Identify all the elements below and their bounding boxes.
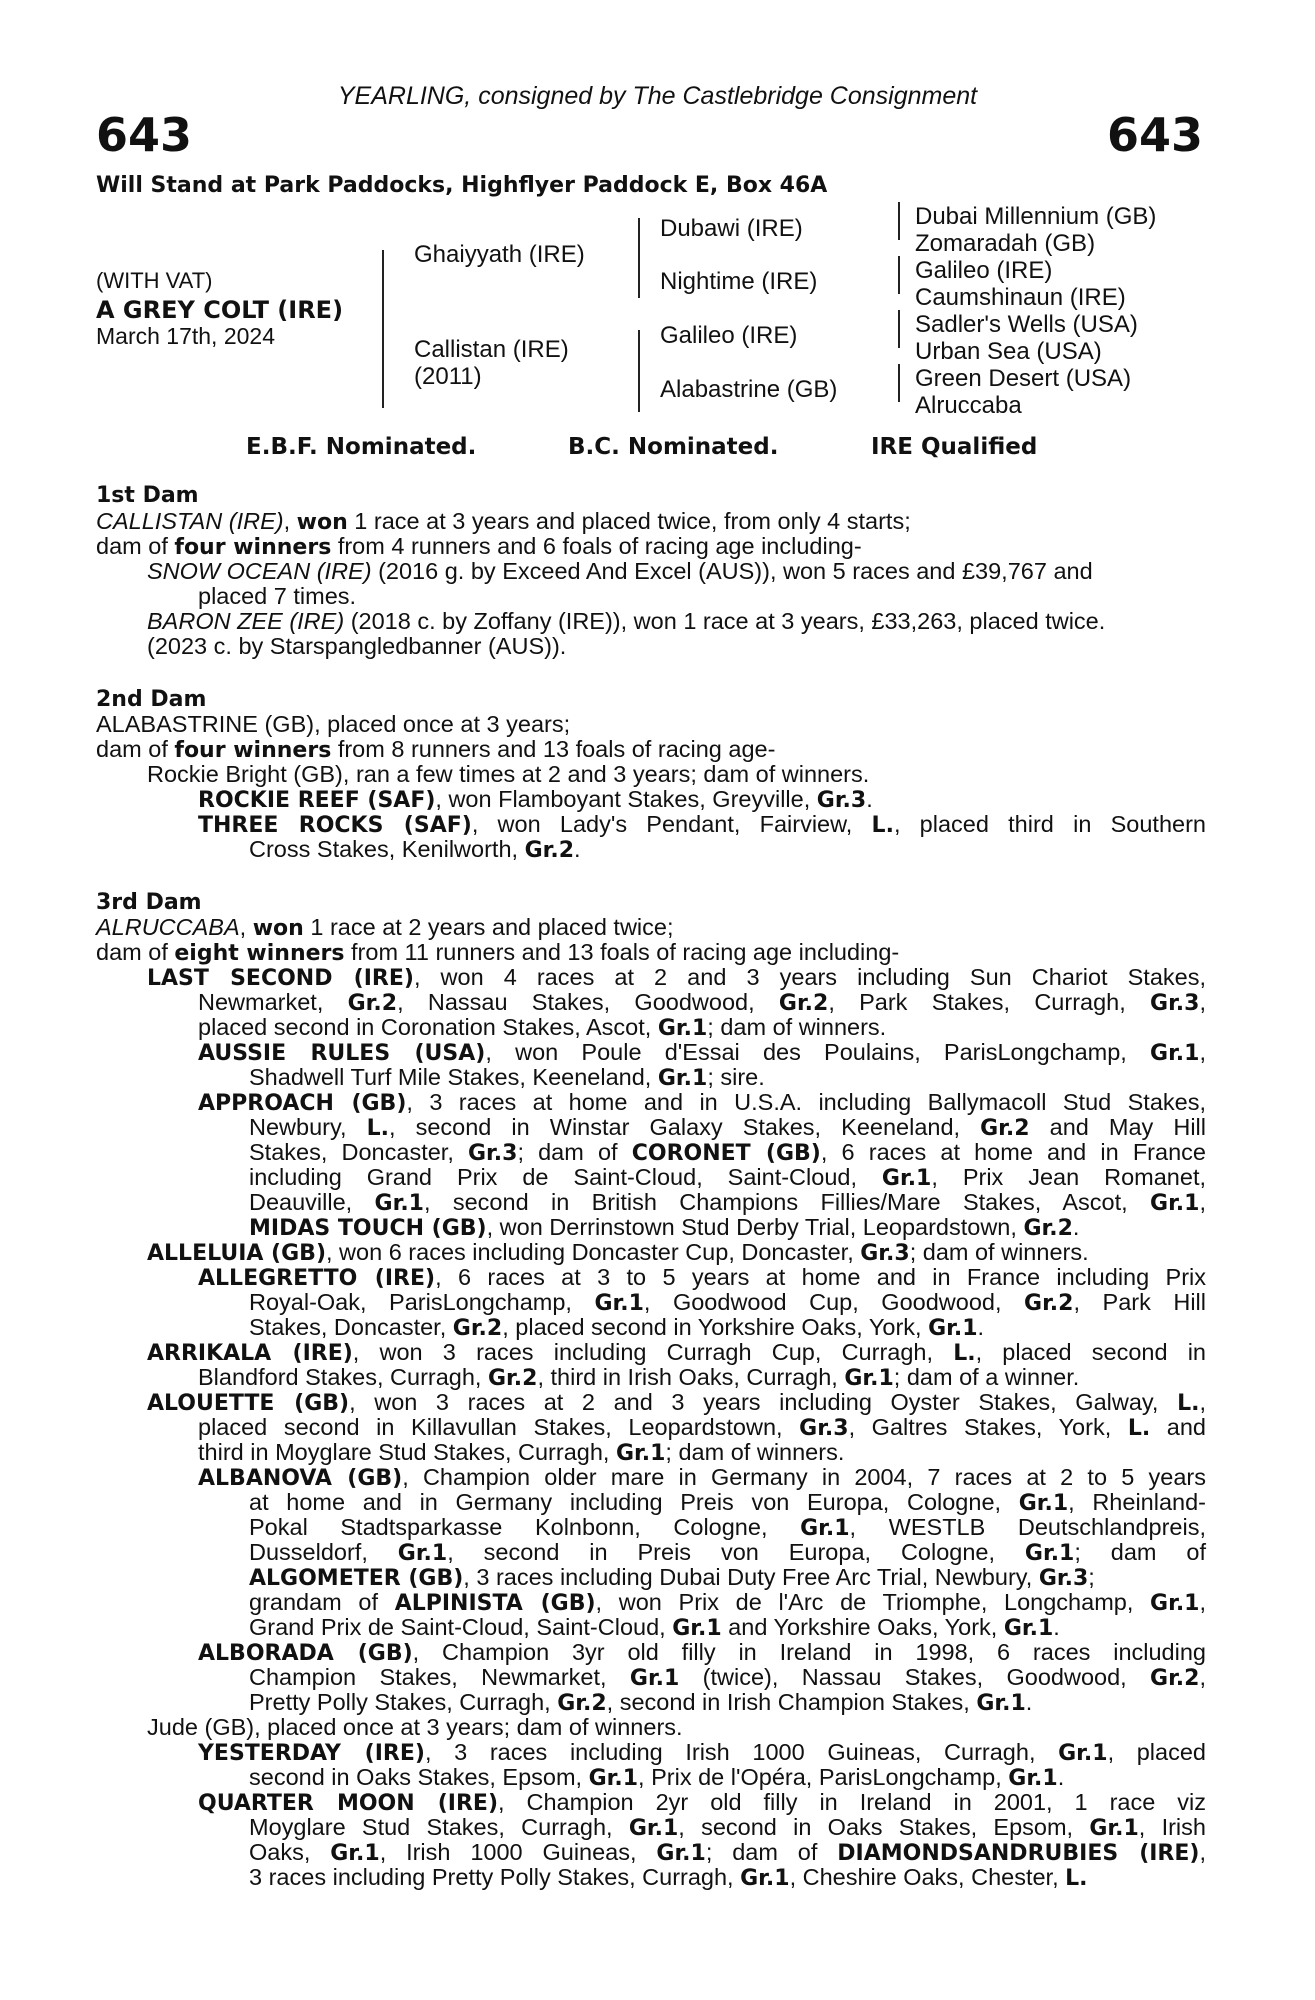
pedigree-bracket-g4 <box>898 364 900 402</box>
progeny-line: Oaks, Gr.1, Irish 1000 Guineas, Gr.1; dam of DIAMONDSANDRUBIES (IRE), <box>249 1839 1206 1866</box>
pedigree-g5: Sadler's Wells (USA) <box>915 311 1138 338</box>
pedigree-bracket-g2 <box>898 256 900 294</box>
progeny-line: 3 races including Pretty Polly Stakes, Curragh, Gr.1, Cheshire Oaks, Chester, L. <box>249 1864 1088 1891</box>
dam-line: CALLISTAN (IRE), won 1 race at 3 years and placed twice, from only 4 starts; <box>96 508 911 535</box>
bc-nominated: B.C. Nominated. <box>568 434 779 460</box>
progeny-line: ALGOMETER (GB), 3 races including Dubai Duty Free Arc Trial, Newbury, Gr.3; <box>249 1564 1095 1591</box>
progeny-line: Pokal Stadtsparkasse Kolnbonn, Cologne, Gr.1, WESTLB Deutschlandpreis, <box>249 1514 1206 1541</box>
dam-line: ALABASTRINE (GB), placed once at 3 years; <box>96 711 571 737</box>
progeny-line: LAST SECOND (IRE), won 4 races at 2 and 3 years including Sun Chariot Stakes, <box>147 964 1207 991</box>
progeny-line: including Grand Prix de Saint-Cloud, Saint-Cloud, Gr.1, Prix Jean Romanet, <box>249 1164 1206 1191</box>
progeny-line: ALOUETTE (GB), won 3 races at 2 and 3 years including Oyster Stakes, Galway, L., <box>147 1389 1206 1416</box>
progeny-line: AUSSIE RULES (USA), won Poule d'Essai des Poulains, ParisLongchamp, Gr.1, <box>198 1039 1206 1066</box>
pedigree-sire-dam: Nightime (IRE) <box>660 268 818 295</box>
progeny-line: ARRIKALA (IRE), won 3 races including Curragh Cup, Curragh, L., placed second in <box>147 1339 1207 1366</box>
horse-description: A GREY COLT (IRE) <box>96 296 344 324</box>
lot-number-left: 643 <box>96 108 193 162</box>
section-heading: 2nd Dam <box>96 687 207 712</box>
progeny-line: Moyglare Stud Stakes, Curragh, Gr.1, second in Oaks Stakes, Epsom, Gr.1, Irish <box>249 1814 1206 1841</box>
dam-line: dam of four winners from 4 runners and 6 foals of racing age including- <box>96 533 862 560</box>
pedigree-dam-dam: Alabastrine (GB) <box>660 376 838 403</box>
pedigree-g2: Zomaradah (GB) <box>915 230 1096 257</box>
pedigree-dam-sire: Galileo (IRE) <box>660 322 798 349</box>
progeny-line: Grand Prix de Saint-Cloud, Saint-Cloud, Gr.1 and Yorkshire Oaks, York, Gr.1. <box>249 1614 1060 1641</box>
progeny-line: BARON ZEE (IRE) (2018 c. by Zoffany (IRE)), won 1 race at 3 years, £33,263, placed twice. <box>147 608 1106 634</box>
pedigree-bracket-1 <box>382 250 384 408</box>
progeny-line: second in Oaks Stakes, Epsom, Gr.1, Prix de l'Opéra, ParisLongchamp, Gr.1. <box>249 1764 1065 1791</box>
progeny-line: Pretty Polly Stakes, Curragh, Gr.2, second in Irish Champion Stakes, Gr.1. <box>249 1689 1033 1716</box>
progeny-line: Stakes, Doncaster, Gr.2, placed second in Yorkshire Oaks, York, Gr.1. <box>249 1314 985 1341</box>
pedigree-g4: Caumshinaun (IRE) <box>915 284 1126 311</box>
progeny-line: placed second in Coronation Stakes, Ascot, Gr.1; dam of winners. <box>198 1014 887 1041</box>
progeny-line: SNOW OCEAN (IRE) (2016 g. by Exceed And Excel (AUS)), won 5 races and £39,767 and <box>147 558 1093 584</box>
progeny-line: MIDAS TOUCH (GB), won Derrinstown Stud Derby Trial, Leopardstown, Gr.2. <box>249 1214 1080 1241</box>
dam-line: dam of eight winners from 11 runners and 13 foals of racing age including- <box>96 939 900 966</box>
progeny-line: THREE ROCKS (SAF), won Lady's Pendant, Fairview, L., placed third in Southern <box>198 811 1206 838</box>
progeny-line: ALLELUIA (GB), won 6 races including Doncaster Cup, Doncaster, Gr.3; dam of winners. <box>147 1239 1089 1266</box>
progeny-line: Rockie Bright (GB), ran a few times at 2 and 3 years; dam of winners. <box>147 761 870 787</box>
progeny-line: Stakes, Doncaster, Gr.3; dam of CORONET (GB), 6 races at home and in France <box>249 1139 1206 1166</box>
pedigree-bracket-sire <box>638 218 640 298</box>
pedigree-bracket-g1 <box>898 202 900 240</box>
pedigree-sire-sire: Dubawi (IRE) <box>660 215 803 242</box>
ire-qualified: IRE Qualified <box>871 434 1038 460</box>
section-heading: 1st Dam <box>96 483 199 508</box>
vat-note: (WITH VAT) <box>96 268 213 293</box>
progeny-line: ROCKIE REEF (SAF), won Flamboyant Stakes, Greyville, Gr.3. <box>198 786 873 813</box>
pedigree-dam-year: (2011) <box>414 363 482 390</box>
progeny-line: Champion Stakes, Newmarket, Gr.1 (twice), Nassau Stakes, Goodwood, Gr.2, <box>249 1664 1206 1691</box>
foaling-date: March 17th, 2024 <box>96 323 276 349</box>
progeny-line: APPROACH (GB), 3 races at home and in U.S.A. including Ballymacoll Stud Stakes, <box>198 1089 1206 1116</box>
lot-number-right: 643 <box>1106 108 1203 162</box>
progeny-line: Cross Stakes, Kenilworth, Gr.2. <box>249 836 581 863</box>
progeny-line: (2023 c. by Starspangledbanner (AUS)). <box>147 633 567 659</box>
progeny-line: Jude (GB), placed once at 3 years; dam of winners. <box>147 1714 683 1740</box>
pedigree-bracket-g3 <box>898 310 900 348</box>
progeny-line: Royal-Oak, ParisLongchamp, Gr.1, Goodwood Cup, Goodwood, Gr.2, Park Hill <box>249 1289 1206 1316</box>
progeny-line: at home and in Germany including Preis von Europa, Cologne, Gr.1, Rheinland- <box>249 1489 1206 1516</box>
progeny-line: Dusseldorf, Gr.1, second in Preis von Europa, Cologne, Gr.1; dam of <box>249 1539 1207 1566</box>
progeny-line: Shadwell Turf Mile Stakes, Keeneland, Gr.1; sire. <box>249 1064 765 1091</box>
pedigree-dam: Callistan (IRE) <box>414 336 569 363</box>
progeny-line: grandam of ALPINISTA (GB), won Prix de l'Arc de Triomphe, Longchamp, Gr.1, <box>249 1589 1207 1616</box>
progeny-line: Blandford Stakes, Curragh, Gr.2, third in Irish Oaks, Curragh, Gr.1; dam of a winner. <box>198 1364 1080 1391</box>
section-heading: 3rd Dam <box>96 890 202 915</box>
pedigree-g3: Galileo (IRE) <box>915 257 1053 284</box>
ebf-nominated: E.B.F. Nominated. <box>246 434 477 460</box>
catalogue-subtitle: YEARLING, consigned by The Castlebridge Consignment <box>337 82 978 110</box>
pedigree-g8: Alruccaba <box>915 392 1022 419</box>
progeny-line: ALBORADA (GB), Champion 3yr old filly in Ireland in 1998, 6 races including <box>198 1639 1206 1666</box>
pedigree-sire: Ghaiyyath (IRE) <box>414 241 585 268</box>
progeny-line: Newmarket, Gr.2, Nassau Stakes, Goodwood, Gr.2, Park Stakes, Curragh, Gr.3, <box>198 989 1206 1016</box>
progeny-line: QUARTER MOON (IRE), Champion 2yr old filly in Ireland in 2001, 1 race viz <box>198 1789 1206 1816</box>
progeny-line: ALBANOVA (GB), Champion older mare in Germany in 2004, 7 races at 2 to 5 years <box>198 1464 1206 1491</box>
dam-line: ALRUCCABA, won 1 race at 2 years and placed twice; <box>96 914 674 941</box>
stand-location: Will Stand at Park Paddocks, Highflyer Paddock E, Box 46A <box>96 173 828 198</box>
pedigree-bracket-dam <box>638 330 640 412</box>
dam-line: dam of four winners from 8 runners and 13 foals of racing age- <box>96 736 776 763</box>
progeny-line: ALLEGRETTO (IRE), 6 races at 3 to 5 years at home and in France including Prix <box>198 1264 1206 1291</box>
progeny-line: third in Moyglare Stud Stakes, Curragh, Gr.1; dam of winners. <box>198 1439 845 1466</box>
progeny-line: YESTERDAY (IRE), 3 races including Irish 1000 Guineas, Curragh, Gr.1, placed <box>198 1739 1206 1766</box>
progeny-line: Deauville, Gr.1, second in British Champions Fillies/Mare Stakes, Ascot, Gr.1, <box>249 1189 1206 1216</box>
pedigree-g1: Dubai Millennium (GB) <box>915 203 1157 230</box>
progeny-line: placed second in Killavullan Stakes, Leopardstown, Gr.3, Galtres Stakes, York, L. and <box>198 1414 1206 1441</box>
progeny-line: placed 7 times. <box>198 583 357 609</box>
progeny-line: Newbury, L., second in Winstar Galaxy Stakes, Keeneland, Gr.2 and May Hill <box>249 1114 1207 1141</box>
pedigree-g7: Green Desert (USA) <box>915 365 1132 392</box>
pedigree-g6: Urban Sea (USA) <box>915 338 1102 365</box>
